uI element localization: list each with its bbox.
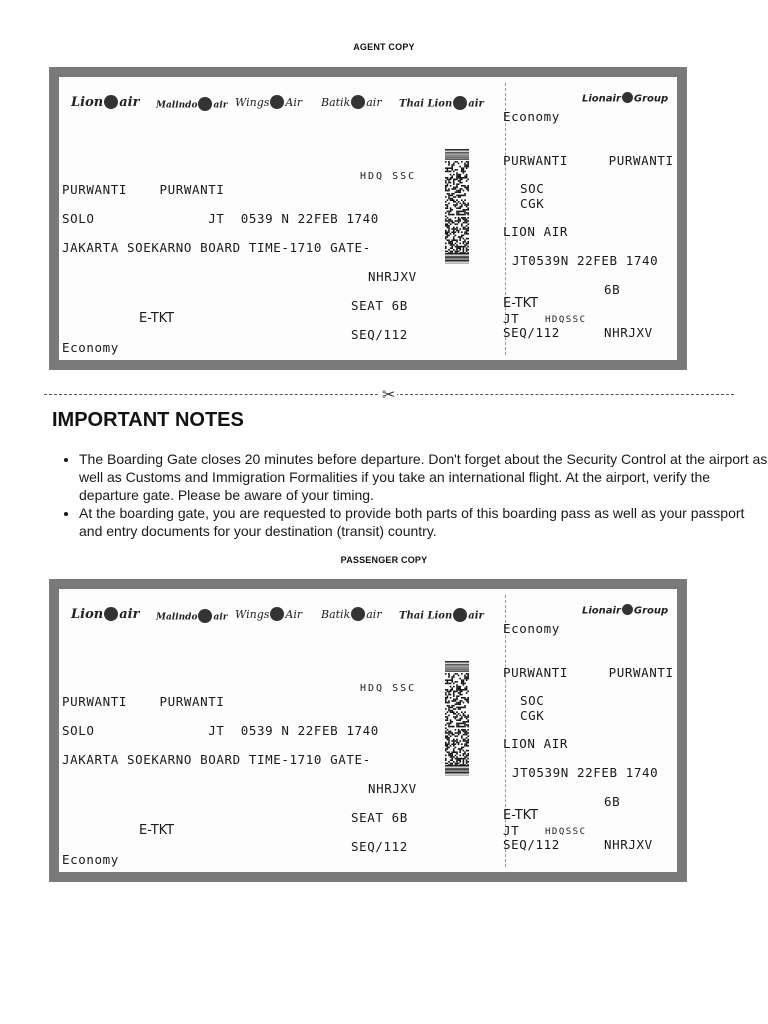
cabin-class: Economy xyxy=(62,852,119,867)
airline-logos xyxy=(71,91,501,115)
stub-passenger-name: PURWANTI PURWANTI xyxy=(503,665,674,680)
lion-mark-icon xyxy=(453,608,467,622)
sequence: SEQ/112 xyxy=(351,327,408,342)
stub-flight: JT0539N 22FEB 1740 xyxy=(512,765,659,780)
lion-mark-icon xyxy=(104,607,118,621)
stub-eticket: E-TKT xyxy=(503,296,539,311)
lion-mark-icon xyxy=(198,97,212,111)
notes-list xyxy=(52,450,768,540)
batik-air-logo: Batik air xyxy=(321,96,382,109)
thai-lion-air-logo: Thai Lion air xyxy=(399,97,484,111)
note-item: • The Boarding Gate closes 20 minutes before departure. Don't forget about the Security Control at the airport as well as Customs and Immigration Formalities if you take an international flight. At the airport, verify the departure gate. Please be aware of your timing. xyxy=(79,450,768,504)
lion-mark-icon xyxy=(351,95,365,109)
seat: SEAT 6B xyxy=(351,298,408,313)
wings-air-logo: Wings Air xyxy=(235,96,303,109)
lion-mark-icon xyxy=(270,95,284,109)
stub-airline: LION AIR xyxy=(503,736,569,751)
eticket: E-TKT xyxy=(139,823,175,838)
agent-boarding-pass xyxy=(49,67,687,370)
stub-carrier: JT xyxy=(503,823,520,838)
stub-carrier: JT xyxy=(503,311,520,326)
ticket-body xyxy=(59,77,677,360)
stub-passenger-name: PURWANTI PURWANTI xyxy=(503,153,674,168)
lion-mark-icon xyxy=(622,92,633,103)
stub-pnr: NHRJXV xyxy=(604,325,653,340)
lion-mark-icon xyxy=(351,607,365,621)
stub-origin: SOC xyxy=(520,693,545,708)
stub-origin: SOC xyxy=(520,181,545,196)
stub-seat: 6B xyxy=(604,282,621,297)
lion-air-logo: Lion air xyxy=(71,95,140,110)
stub-sequence: SEQ/112 xyxy=(503,325,560,340)
seat: SEAT 6B xyxy=(351,810,408,825)
malindo-air-logo: Malindo air xyxy=(156,610,227,624)
stub-cabin-class: Economy xyxy=(503,109,560,124)
lion-mark-icon xyxy=(270,607,284,621)
notes-title: IMPORTANT NOTES xyxy=(52,409,244,431)
stub-pnr: NHRJXV xyxy=(604,837,653,852)
thai-lion-air-logo: Thai Lion air xyxy=(399,609,484,623)
stub-seat: 6B xyxy=(604,794,621,809)
hdq-ssc: HDQ SSC xyxy=(360,171,417,182)
note-item: • At the boarding gate, you are requested to provide both parts of this boarding pass as well as your passport and entry documents for your destination (transit) country. xyxy=(79,504,768,540)
stub-destination: CGK xyxy=(520,196,545,211)
stub-flight: JT0539N 22FEB 1740 xyxy=(512,253,659,268)
stub-eticket: E-TKT xyxy=(503,808,539,823)
hdq-ssc: HDQ SSC xyxy=(360,683,417,694)
pnr-code: NHRJXV xyxy=(368,269,417,284)
lion-mark-icon xyxy=(453,96,467,110)
cabin-class: Economy xyxy=(62,340,119,355)
stub-hdqssc: HDQSSC xyxy=(545,315,587,325)
barcode-icon xyxy=(445,149,469,267)
malindo-air-logo: Malindo air xyxy=(156,98,227,112)
lion-air-group-logo: Lionair Group xyxy=(582,93,669,105)
origin-flight-line: SOLO JT 0539 N 22FEB 1740 xyxy=(62,723,379,738)
stub-hdqssc: HDQSSC xyxy=(545,827,587,837)
passenger-name: PURWANTI PURWANTI xyxy=(62,182,225,197)
batik-air-logo: Batik air xyxy=(321,608,382,621)
destination-line: JAKARTA SOEKARNO BOARD TIME-1710 GATE- xyxy=(62,240,371,255)
eticket: E-TKT xyxy=(139,311,175,326)
lion-mark-icon xyxy=(104,95,118,109)
sequence: SEQ/112 xyxy=(351,839,408,854)
passenger-name: PURWANTI PURWANTI xyxy=(62,694,225,709)
passenger-boarding-pass xyxy=(49,579,687,882)
stub-sequence: SEQ/112 xyxy=(503,837,560,852)
lion-mark-icon xyxy=(198,609,212,623)
stub-airline: LION AIR xyxy=(503,224,569,239)
stub-cabin-class: Economy xyxy=(503,621,560,636)
destination-line: JAKARTA SOEKARNO BOARD TIME-1710 GATE- xyxy=(62,752,371,767)
barcode-icon xyxy=(445,661,469,779)
lion-air-logo: Lion air xyxy=(71,607,140,622)
stub-destination: CGK xyxy=(520,708,545,723)
passenger-copy-label: PASSENGER COPY xyxy=(340,555,428,565)
origin-flight-line: SOLO JT 0539 N 22FEB 1740 xyxy=(62,211,379,226)
scissors-icon: ✂ xyxy=(382,385,396,404)
airline-logos xyxy=(71,603,501,627)
wings-air-logo: Wings Air xyxy=(235,608,303,621)
pnr-code: NHRJXV xyxy=(368,781,417,796)
agent-copy-label: AGENT COPY xyxy=(353,42,415,52)
ticket-body xyxy=(59,589,677,872)
lion-air-group-logo: Lionair Group xyxy=(582,605,669,617)
lion-mark-icon xyxy=(622,604,633,615)
